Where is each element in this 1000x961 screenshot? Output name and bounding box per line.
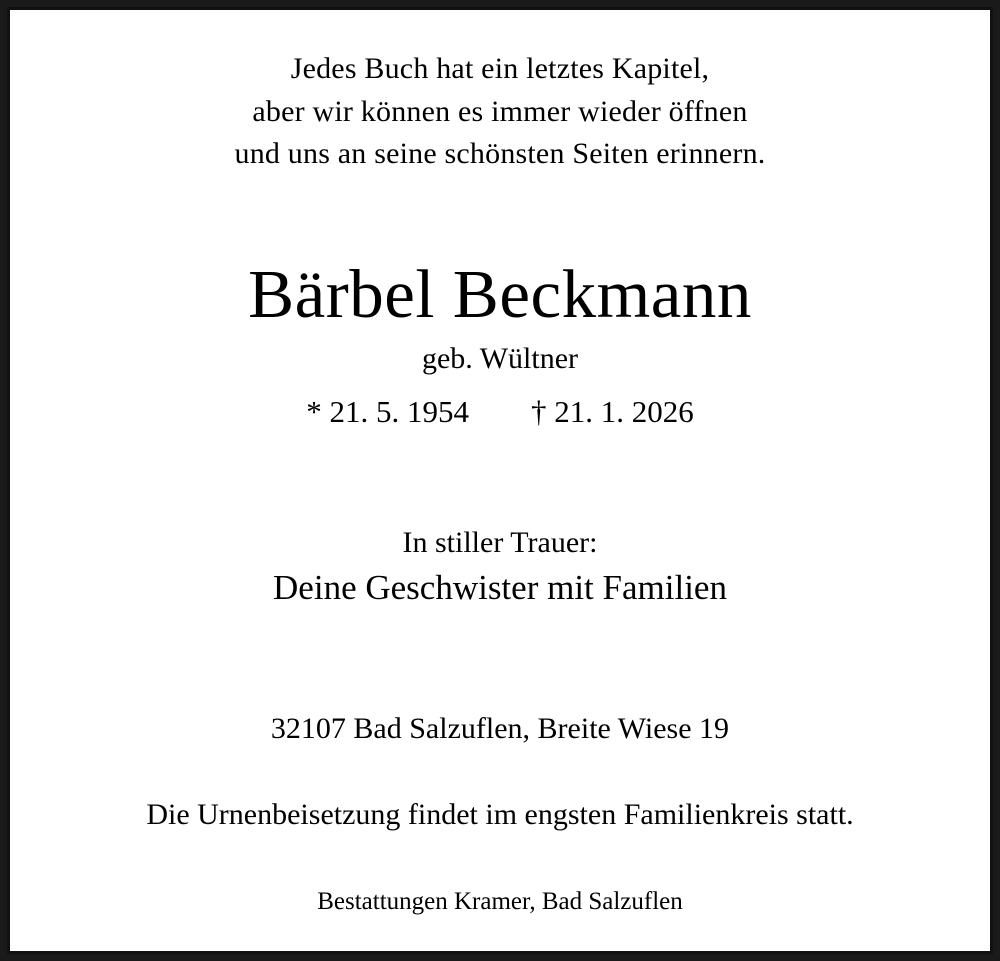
mourning-family: Deine Geschwister mit Familien — [273, 568, 727, 608]
funeral-home: Bestattungen Kramer, Bad Salzuflen — [317, 888, 683, 916]
mourning-label: In stiller Trauer: — [402, 526, 598, 560]
death-date: † 21. 1. 2026 — [531, 394, 694, 430]
address-line: 32107 Bad Salzuflen, Breite Wiese 19 — [270, 712, 730, 746]
verse-line-2: aber wir können es immer wieder öffnen — [252, 94, 748, 128]
verse-line-1: Jedes Buch hat ein letztes Kapitel, — [290, 52, 710, 85]
birth-date: * 21. 5. 1954 — [306, 394, 469, 430]
verse-line-3: und uns an seine schönsten Seiten erinnern. — [234, 137, 766, 171]
deceased-name: Bärbel Beckmann — [248, 255, 752, 332]
funeral-note: Die Urnenbeisetzung findet im engsten Familienkreis statt. — [146, 798, 854, 832]
verse-block — [235, 48, 766, 176]
obituary-card — [7, 7, 993, 954]
maiden-name: geb. Wültner — [421, 342, 579, 376]
life-dates — [306, 394, 694, 430]
